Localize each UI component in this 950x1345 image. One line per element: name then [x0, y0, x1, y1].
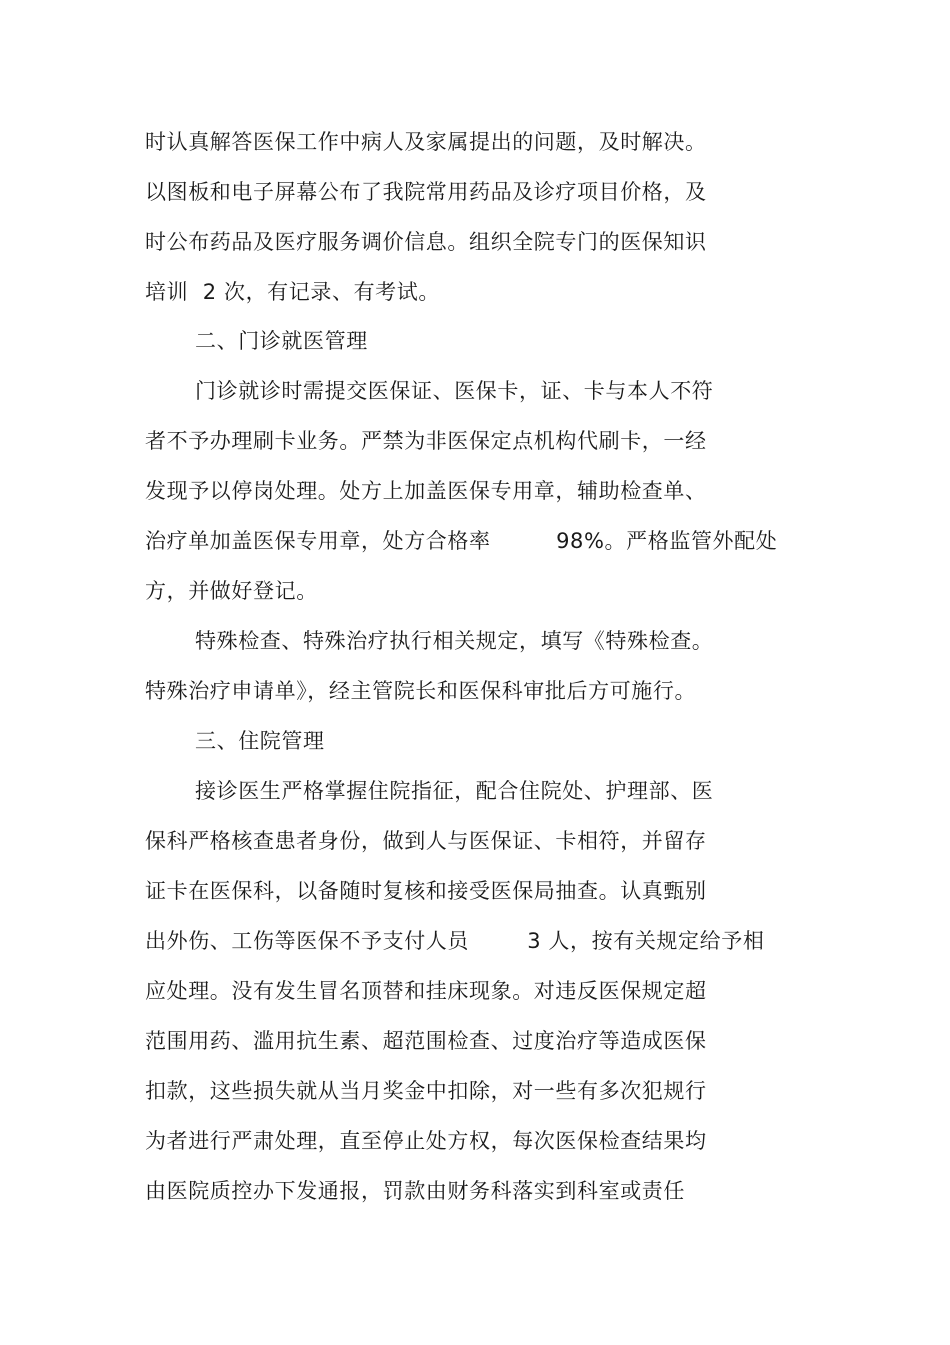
body-line: 者不予办理刷卡业务。严禁为非医保定点机构代刷卡，一经: [145, 429, 707, 453]
body-line: 为者进行严肃处理，直至停止处方权，每次医保检查结果均: [145, 1129, 707, 1153]
body-line: 方，并做好登记。: [145, 579, 318, 603]
body-line: 以图板和电子屏幕公布了我院常用药品及诊疗项目价格，及: [145, 180, 707, 204]
body-line: 培训 2 次，有记录、有考试。: [145, 280, 440, 304]
body-line: 门诊就诊时需提交医保证、医保卡，证、卡与本人不符: [195, 379, 714, 403]
body-line: 证卡在医保科，以备随时复核和接受医保局抽查。认真甄别: [145, 879, 707, 903]
body-line: 由医院质控办下发通报，罚款由财务科落实到科室或责任: [145, 1179, 685, 1203]
section-heading: 三、住院管理: [195, 729, 325, 753]
body-line: 接诊医生严格掌握住院指征，配合住院处、护理部、医: [195, 779, 714, 803]
section-heading: 二、门诊就医管理: [195, 329, 368, 353]
body-line: 特殊检查、特殊治疗执行相关规定，填写《特殊检查。: [195, 629, 714, 653]
body-line: 时认真解答医保工作中病人及家属提出的问题，及时解决。: [145, 130, 707, 154]
body-line: 发现予以停岗处理。处方上加盖医保专用章，辅助检查单、: [145, 479, 707, 503]
body-line: 扣款，这些损失就从当月奖金中扣除，对一些有多次犯规行: [145, 1079, 707, 1103]
body-line: 治疗单加盖医保专用章，处方合格率 98%。严格监管外配处: [145, 529, 778, 553]
body-line: 出外伤、工伤等医保不予支付人员 3 人，按有关规定给予相: [145, 929, 765, 953]
body-line: 保科严格核查患者身份，做到人与医保证、卡相符，并留存: [145, 829, 707, 853]
body-line: 范围用药、滥用抗生素、超范围检查、过度治疗等造成医保: [145, 1029, 707, 1053]
body-line: 时公布药品及医疗服务调价信息。组织全院专门的医保知识: [145, 230, 707, 254]
body-line: 特殊治疗申请单》，经主管院长和医保科审批后方可施行。: [145, 679, 697, 703]
body-line: 应处理。没有发生冒名顶替和挂床现象。对违反医保规定超: [145, 979, 707, 1003]
